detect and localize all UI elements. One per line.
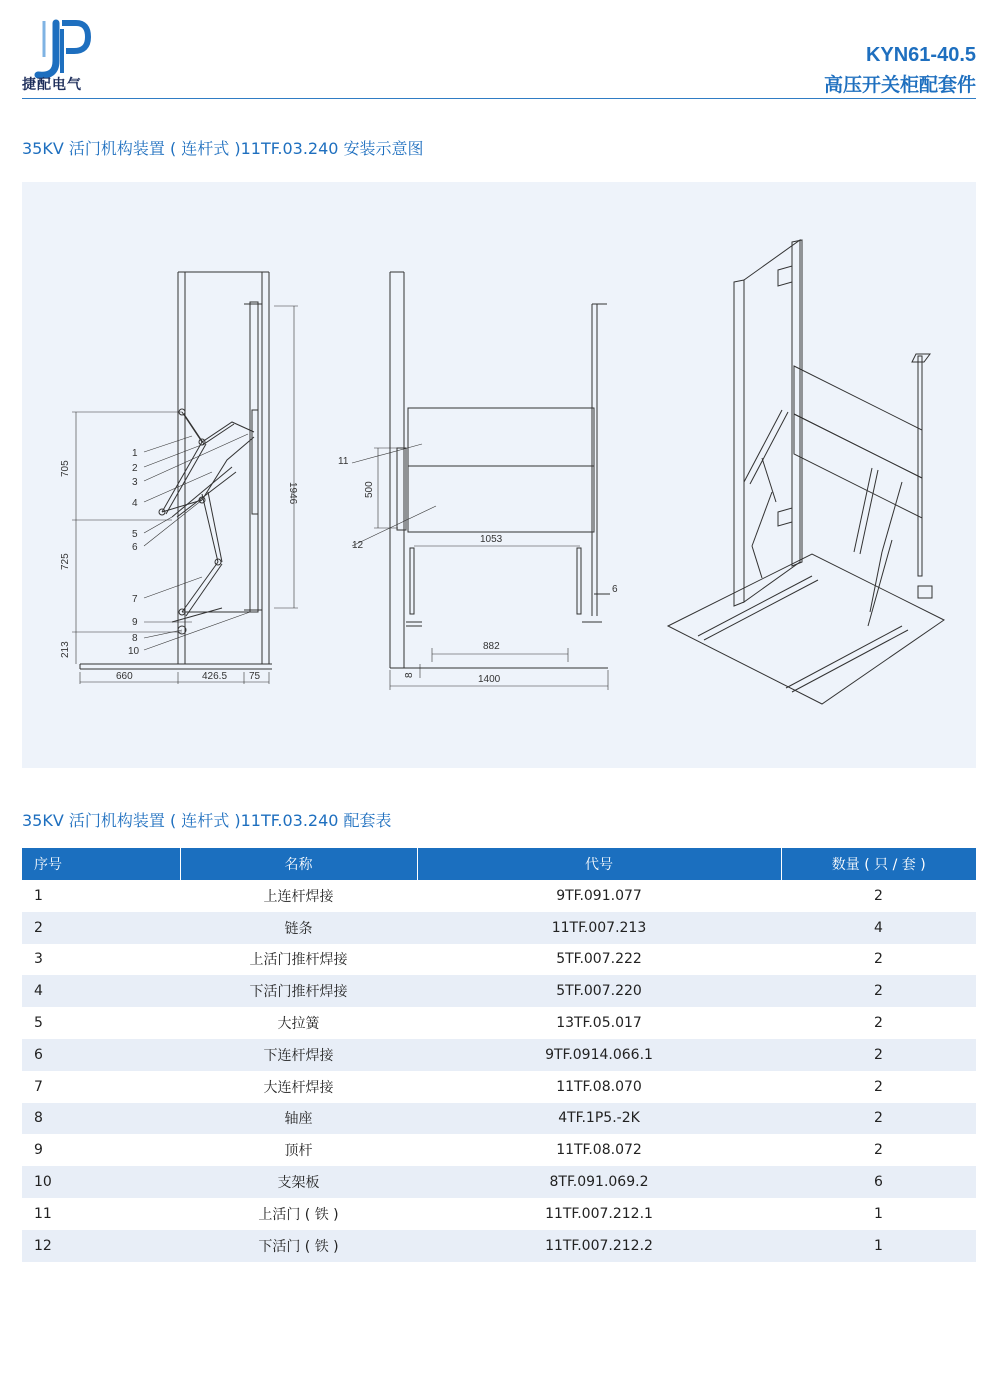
row-number: 10 [22,1166,180,1198]
callout-label: 4 [132,498,138,509]
dim-label: 660 [116,671,133,682]
part-name: 大连杆焊接 [263,1079,334,1096]
table-row [22,1007,976,1039]
product-model: KYN61-40.5 [865,44,976,66]
row-number: 1 [34,887,43,904]
part-code: 5TF.007.222 [556,951,642,968]
column-header: 名称 [180,848,417,880]
dim-label: 500 [364,481,375,498]
column-header: 数量 ( 只 / 套 ) [781,848,976,880]
dim-label: 725 [60,553,71,570]
part-quantity: 2 [874,887,883,904]
row-number: 11 [34,1205,52,1222]
column-header: 代号 [417,848,781,880]
part-name: 大拉簧 [277,1016,320,1033]
dim-label: 213 [60,641,71,658]
part-name: 支架板 [180,1166,417,1198]
table-row [22,880,976,912]
table-section-title: 35KV 活门机构装置 ( 连杆式 )11TF.03.240 配套表 [22,811,392,830]
callout-label: 12 [352,540,364,551]
row-number: 7 [34,1078,43,1095]
part-code: 11TF.007.213 [417,912,781,944]
part-code: 9TF.0914.066.1 [417,1039,781,1071]
callout-label: 6 [132,542,138,553]
part-quantity: 2 [874,1142,883,1159]
part-name: 轴座 [180,1103,417,1135]
product-subtitle: 高压开关柜配套件 [823,74,976,96]
callout-label: 3 [132,477,138,488]
table-row [22,912,976,944]
part-quantity: 1 [781,1230,976,1262]
parts-table [22,848,976,1262]
dim-label: 1400 [478,674,501,685]
part-quantity: 2 [874,1015,883,1032]
table-row [22,1198,976,1230]
part-quantity: 2 [781,1103,976,1135]
row-number: 4 [22,975,180,1007]
table-row [22,1166,976,1198]
part-name: 上连杆焊接 [263,888,334,905]
callout-label: 7 [132,594,138,605]
callout-label: 1 [132,448,138,459]
dim-label: 1053 [480,534,503,545]
part-name: 下连杆焊接 [180,1039,417,1071]
row-number: 6 [22,1039,180,1071]
callout-label: 9 [132,617,138,628]
part-code: 11TF.007.212.2 [417,1230,781,1262]
isometric-view-drawing [668,240,944,704]
table-row [22,944,976,976]
part-name: 链条 [180,912,417,944]
table-row [22,1039,976,1071]
callout-label: 10 [128,646,140,657]
part-code: 9TF.091.077 [556,887,642,904]
dim-label: 6 [612,584,618,595]
page-header [0,0,1000,100]
table-row [22,1071,976,1103]
part-code: 4TF.1P5.-2K [417,1103,781,1135]
row-number: 12 [22,1230,180,1262]
part-quantity: 4 [781,912,976,944]
row-number: 9 [34,1142,43,1159]
part-code: 5TF.007.220 [417,975,781,1007]
part-code: 11TF.08.072 [556,1142,642,1159]
part-code: 8TF.091.069.2 [417,1166,781,1198]
side-view-drawing [72,272,298,684]
header-divider [22,98,976,99]
part-quantity: 2 [781,975,976,1007]
part-code: 11TF.007.212.1 [545,1205,653,1222]
dim-label: 705 [60,460,71,477]
table-row [22,1134,976,1166]
dim-label: 1946 [287,482,298,505]
dim-label: 882 [483,641,500,652]
dim-label: 75 [249,671,261,682]
part-name: 上活门推杆焊接 [249,952,348,969]
row-number: 5 [34,1015,43,1032]
column-header: 序号 [22,848,180,880]
part-quantity: 1 [874,1205,883,1222]
dim-label: 8 [404,672,415,678]
part-code: 11TF.08.070 [556,1078,642,1095]
callout-label: 8 [132,633,138,644]
part-name: 下活门 ( 铁 ) [180,1230,417,1262]
callout-label: 5 [132,529,138,540]
part-name: 下活门推杆焊接 [180,975,417,1007]
callout-label: 2 [132,463,138,474]
row-number: 8 [22,1103,180,1135]
front-view-drawing [352,272,610,690]
callout-label: 11 [338,456,349,467]
table-row [22,1230,976,1262]
part-quantity: 2 [874,1078,883,1095]
part-quantity: 6 [781,1166,976,1198]
company-name: 捷配电气 [22,77,82,93]
part-quantity: 2 [874,951,883,968]
part-name: 顶杆 [284,1143,313,1160]
row-number: 3 [34,951,43,968]
part-name: 上活门 ( 铁 ) [258,1206,339,1223]
dim-label: 426.5 [202,671,228,682]
part-code: 13TF.05.017 [556,1015,642,1032]
table-row [22,1103,976,1135]
part-quantity: 2 [781,1039,976,1071]
table-row [22,975,976,1007]
diagram-section-title: 35KV 活门机构装置 ( 连杆式 )11TF.03.240 安装示意图 [22,139,424,158]
table-header-row [22,848,976,880]
installation-diagram [22,182,976,768]
row-number: 2 [22,912,180,944]
